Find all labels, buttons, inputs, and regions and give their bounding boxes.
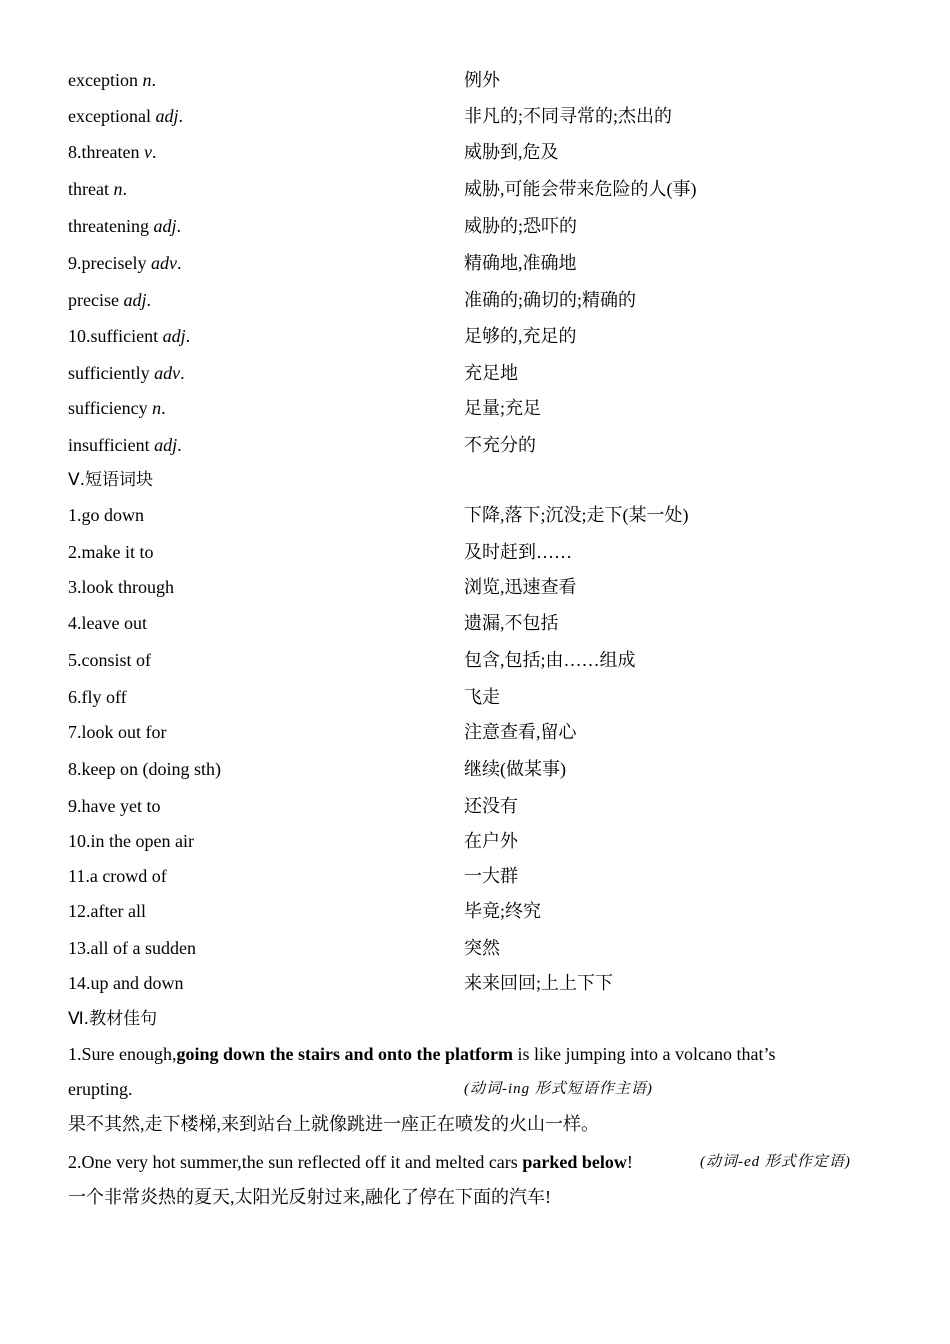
vocab-row — [68, 134, 898, 170]
vocab-term: exception n. — [68, 70, 156, 90]
vocab-row — [68, 245, 898, 281]
vocab-term: threatening adj. — [68, 216, 181, 236]
phrase-zh: 一大群 — [464, 866, 518, 886]
phrase-en: 2.make it to — [68, 542, 154, 562]
vocab-meaning: 精确地,准确地 — [464, 253, 577, 273]
vocab-term: insufficient adj. — [68, 435, 182, 455]
phrase-row — [68, 893, 898, 929]
phrase-en: 12.after all — [68, 901, 146, 921]
phrase-row — [68, 930, 898, 966]
highlight-phrase: parked below — [522, 1152, 627, 1172]
vocab-row — [68, 427, 898, 463]
phrase-zh: 飞走 — [464, 687, 500, 707]
vocab-term: threat n. — [68, 179, 127, 199]
vocab-row — [68, 318, 898, 354]
phrase-row — [68, 497, 898, 533]
vocab-term: 10.sufficient adj. — [68, 326, 191, 346]
phrase-row — [68, 714, 898, 750]
sentence-2-translation: 一个非常炎热的夏天,太阳光反射过来,融化了停在下面的汽车! — [68, 1187, 551, 1207]
phrase-row — [68, 965, 898, 1001]
phrase-zh: 及时赶到…… — [464, 542, 572, 562]
vocab-meaning: 威胁的;恐吓的 — [464, 216, 578, 236]
phrase-en: 8.keep on (doing sth) — [68, 759, 221, 779]
phrase-row — [68, 823, 898, 859]
vocab-row — [68, 171, 898, 207]
phrase-row — [68, 788, 898, 824]
phrase-en: 6.fly off — [68, 687, 127, 707]
phrase-zh: 下降,落下;沉没;走下(某一处) — [464, 505, 689, 525]
vocab-term: sufficiency n. — [68, 398, 166, 418]
vocab-term: precise adj. — [68, 290, 151, 310]
grammar-note: (动词-ed 形式作定语) — [700, 1154, 851, 1170]
phrase-row — [68, 679, 898, 715]
vocab-row — [68, 62, 898, 98]
vocab-term: 9.precisely adv. — [68, 253, 182, 273]
section-heading: Ⅵ.教材佳句 — [68, 1009, 158, 1029]
vocab-meaning: 足够的,充足的 — [464, 326, 577, 346]
vocab-term: sufficiently adv. — [68, 363, 185, 383]
sentence-1-translation: 果不其然,走下楼梯,来到站台上就像跳进一座正在喷发的火山一样。 — [68, 1114, 599, 1134]
vocab-row — [68, 98, 898, 134]
vocab-row — [68, 355, 898, 391]
phrase-en: 7.look out for — [68, 722, 167, 742]
phrase-zh: 继续(做某事) — [464, 759, 566, 779]
sentence-1-cont: erupting. — [68, 1079, 133, 1099]
phrase-en: 4.leave out — [68, 613, 147, 633]
section-heading: Ⅴ.短语词块 — [68, 470, 154, 490]
phrase-zh: 注意查看,留心 — [464, 722, 577, 742]
vocab-meaning: 不充分的 — [464, 435, 536, 455]
vocab-row — [68, 390, 898, 426]
phrase-zh: 毕竟;终究 — [464, 901, 542, 921]
phrase-row — [68, 642, 898, 678]
phrase-row — [68, 605, 898, 641]
grammar-note: (动词-ing 形式短语作主语) — [464, 1081, 653, 1097]
vocab-meaning: 足量;充足 — [464, 398, 542, 418]
phrase-row — [68, 569, 898, 605]
phrase-en: 11.a crowd of — [68, 866, 167, 886]
vocab-row — [68, 208, 898, 244]
phrase-en: 3.look through — [68, 577, 174, 597]
phrase-zh: 包含,包括;由……组成 — [464, 650, 636, 670]
phrase-zh: 来来回回;上上下下 — [464, 973, 614, 993]
vocab-term: exceptional adj. — [68, 106, 183, 126]
phrase-zh: 在户外 — [464, 831, 518, 851]
phrase-en: 9.have yet to — [68, 796, 161, 816]
sentence-1: 1.Sure enough,going down the stairs and onto the platform is like jumping into a volcano that’s — [68, 1044, 776, 1064]
vocab-row — [68, 282, 898, 318]
phrase-en: 13.all of a sudden — [68, 938, 196, 958]
vocab-meaning: 准确的;确切的;精确的 — [464, 290, 637, 310]
phrase-zh: 遗漏,不包括 — [464, 613, 559, 633]
sentence-2: 2.One very hot summer,the sun reflected off it and melted cars parked below! — [68, 1152, 633, 1172]
phrase-en: 1.go down — [68, 505, 144, 525]
phrase-zh: 还没有 — [464, 796, 518, 816]
phrase-row — [68, 858, 898, 894]
vocab-meaning: 例外 — [464, 70, 500, 90]
phrase-en: 5.consist of — [68, 650, 151, 670]
phrase-zh: 浏览,迅速查看 — [464, 577, 577, 597]
vocab-meaning: 非凡的;不同寻常的;杰出的 — [464, 106, 673, 126]
vocab-meaning: 充足地 — [464, 363, 518, 383]
phrase-en: 14.up and down — [68, 973, 184, 993]
phrase-en: 10.in the open air — [68, 831, 194, 851]
vocab-meaning: 威胁到,危及 — [464, 142, 559, 162]
highlight-phrase: going down the stairs and onto the platform — [176, 1044, 514, 1064]
phrase-row — [68, 751, 898, 787]
phrase-zh: 突然 — [464, 938, 500, 958]
vocab-meaning: 威胁,可能会带来危险的人(事) — [464, 179, 697, 199]
phrase-row — [68, 534, 898, 570]
vocab-term: 8.threaten v. — [68, 142, 157, 162]
